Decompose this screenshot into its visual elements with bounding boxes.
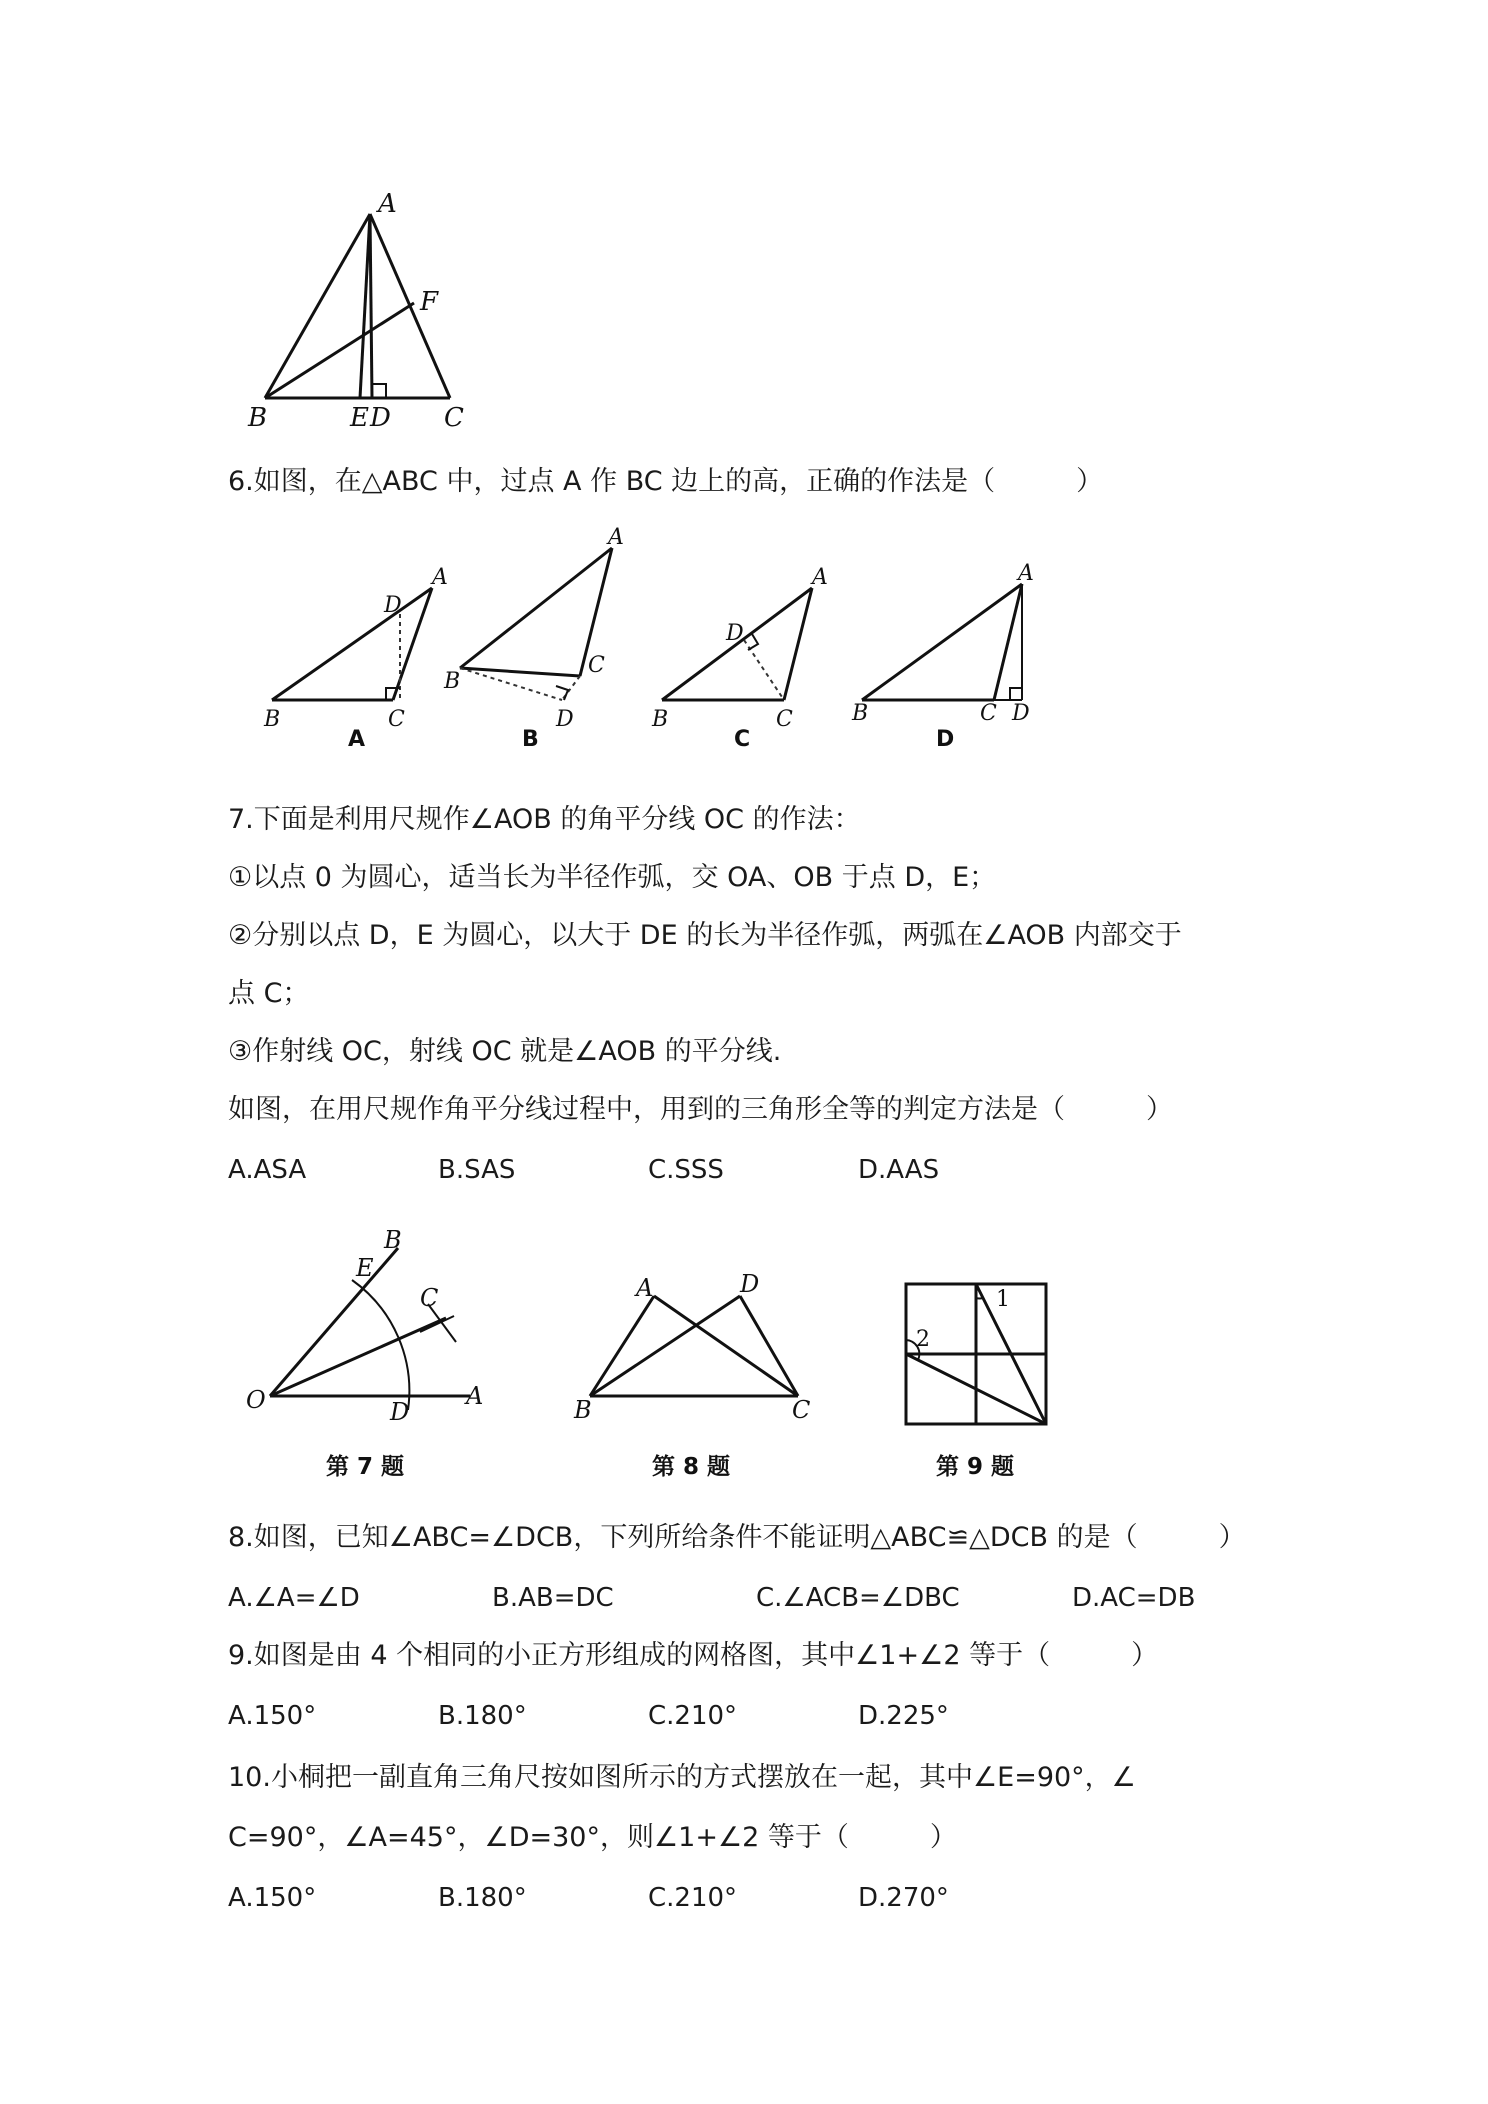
fig8-label-c: C [792,1396,811,1424]
fig5-label-a: A [378,189,397,219]
q7-step2a: ②分别以点 D，E 为圆心，以大于 DE 的长为半径作弧，两弧在∠AOB 内部交于 [228,920,1182,951]
fig5-label-f: F [420,287,439,317]
fig8-two-triangles [590,1296,798,1396]
fig8-label-b: B [574,1396,592,1424]
q10-option-b[interactable]: B.180° [438,1883,527,1913]
fig7-label-e: E [356,1254,374,1282]
q6a-label-d: D [384,593,402,618]
q6b-label-c: C [588,653,605,678]
q7-option-b[interactable]: B.SAS [438,1155,516,1185]
q6b-label-a: A [608,525,624,550]
q6d-caption: D [936,727,955,752]
fig7-label-d: D [390,1398,410,1426]
q9-option-a[interactable]: A.150° [228,1701,317,1731]
q8-option-d[interactable]: D.AC=DB [1072,1583,1196,1613]
q6a-caption: A [348,727,366,752]
q6-stem: 6.如图，在△ABC 中，过点 A 作 BC 边上的高，正确的作法是（ ） [228,466,1104,497]
q8-option-a[interactable]: A.∠A=∠D [228,1583,360,1613]
q6b-caption: B [522,727,539,752]
q10-stem-b: C=90°，∠A=45°，∠D=30°，则∠1+∠2 等于（ ） [228,1822,957,1853]
fig7-label-a: A [466,1382,484,1410]
q6b-label-d: D [556,707,574,732]
fig5-label-b: B [248,403,268,433]
fig9-caption: 第 9 题 [936,1454,1015,1480]
q6c-label-b: B [652,707,669,732]
q7-question: 如图，在用尺规作角平分线过程中，用到的三角形全等的判定方法是（ ） [228,1094,1173,1125]
q7-stem: 7.下面是利用尺规作∠AOB 的角平分线 OC 的作法： [228,804,861,835]
q6c-caption: C [734,727,751,752]
q6d-label-a: A [1018,561,1034,586]
q6-fig-c [662,588,812,700]
fig8-label-a: A [636,1274,654,1302]
fig7-label-o: O [246,1386,266,1414]
q10-option-a[interactable]: A.150° [228,1883,317,1913]
q9-stem: 9.如图是由 4 个相同的小正方形组成的网格图，其中∠1+∠2 等于（ ） [228,1640,1159,1671]
fig8-caption: 第 8 题 [652,1454,731,1480]
fig5-label-c: C [444,403,464,433]
q7-step2b: 点 C； [228,978,310,1009]
q6a-label-c: C [388,707,405,732]
q6d-label-b: B [852,701,869,726]
q6b-label-b: B [444,669,461,694]
q6d-label-d: D [1012,701,1030,726]
triangle-abc-with-altitude [265,214,450,398]
fig7-label-c: C [420,1284,439,1312]
q7-option-c[interactable]: C.SSS [648,1155,724,1185]
q6d-label-c: C [980,701,997,726]
fig7-label-b: B [384,1226,402,1254]
q6c-label-a: A [812,565,828,590]
q6a-label-a: A [432,565,448,590]
q8-option-c[interactable]: C.∠ACB=∠DBC [756,1583,960,1613]
q7-option-d[interactable]: D.AAS [858,1155,940,1185]
q10-stem-a: 10.小桐把一副直角三角尺按如图所示的方式摆放在一起，其中∠E=90°，∠ [228,1762,1136,1793]
fig5-label-d: D [370,403,391,433]
q9-option-c[interactable]: C.210° [648,1701,738,1731]
fig9-label-1: 1 [996,1287,1010,1312]
q6-fig-d [862,584,1022,700]
q6-fig-a [272,588,432,700]
q10-option-d[interactable]: D.270° [858,1883,949,1913]
fig9-label-2: 2 [916,1327,930,1352]
q8-stem: 8.如图，已知∠ABC=∠DCB，下列所给条件不能证明△ABC≌△DCB 的是（ ） [228,1522,1246,1553]
q6-fig-b [460,548,612,700]
q6c-label-c: C [776,707,793,732]
fig7-caption: 第 7 题 [326,1454,405,1480]
q7-step3: ③作射线 OC，射线 OC 就是∠AOB 的平分线. [228,1036,782,1067]
fig7-angle-bisector [270,1248,470,1410]
q10-option-c[interactable]: C.210° [648,1883,738,1913]
q7-option-a[interactable]: A.ASA [228,1155,307,1185]
q9-option-d[interactable]: D.225° [858,1701,949,1731]
q7-step1: ①以点 0 为圆心，适当长为半径作弧，交 OA、OB 于点 D，E； [228,862,997,893]
q9-option-b[interactable]: B.180° [438,1701,527,1731]
q8-option-b[interactable]: B.AB=DC [492,1583,614,1613]
fig5-label-e: E [350,403,369,433]
q6a-label-b: B [264,707,281,732]
fig9-grid [906,1284,1046,1424]
fig8-label-d: D [740,1270,760,1298]
q6c-label-d: D [726,621,744,646]
